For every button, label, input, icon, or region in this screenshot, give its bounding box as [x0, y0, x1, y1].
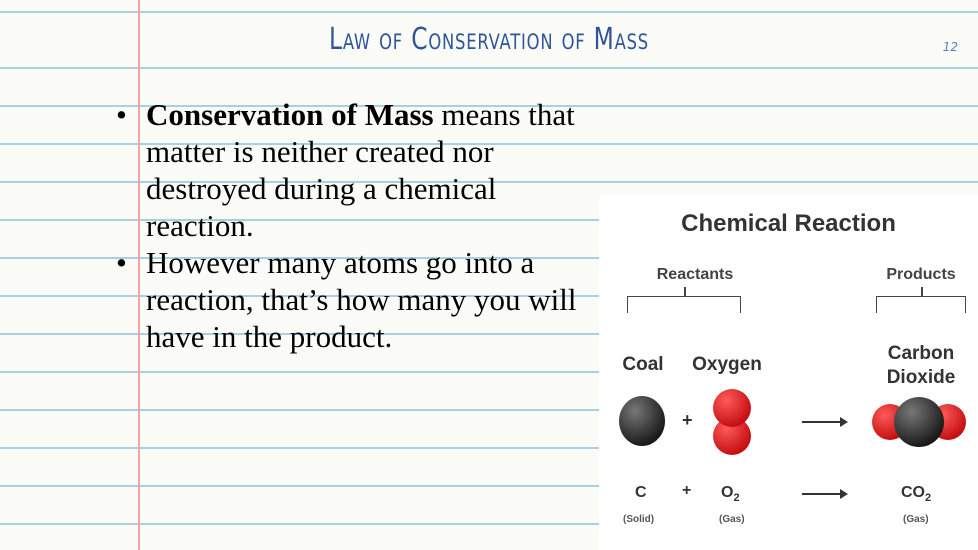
bullet-text: means that matter is neither created nor destroyed during a chemical reaction.: [146, 97, 575, 243]
carbon-dioxide-formula: $CO_2$: [901, 484, 932, 505]
oxygen-formula: $O_2$: [721, 484, 740, 505]
oxygen-molecule-icon: [711, 386, 753, 460]
oxygen-state: (Gas): [719, 514, 745, 525]
diagram-title: Chemical Reaction: [681, 210, 896, 237]
plus-sign: +: [682, 410, 693, 430]
coal-state: (Solid): [623, 514, 655, 525]
reactants-bracket: [627, 296, 741, 313]
carbon-dioxide-label: Carbon Dioxide: [886, 343, 956, 388]
products-bracket: [876, 296, 966, 313]
carbon-dioxide-molecule-icon: [871, 394, 967, 450]
oxygen-label: Oxygen: [692, 354, 762, 375]
chemical-reaction-diagram: [599, 196, 978, 550]
reaction-arrow-icon: [802, 421, 846, 423]
bullet-item: [110, 96, 610, 244]
carbon-atom-icon: [617, 394, 667, 448]
bullet-bold-text: Conservation of Mass: [146, 97, 434, 132]
coal-label: Coal: [622, 354, 664, 375]
formula-arrow-icon: [802, 493, 846, 495]
bullet-list: [110, 96, 610, 355]
slide-title: Law of Conservation of Mass: [329, 22, 649, 57]
slide-number: 12: [942, 40, 958, 54]
coal-formula: C: [635, 484, 647, 501]
reactants-label: Reactants: [656, 266, 734, 283]
bullet-item: [110, 244, 610, 355]
formula-plus-sign: +: [682, 482, 692, 499]
bullet-text: However many atoms go into a reaction, that’s how many you will have in the product.: [146, 245, 577, 354]
carbon-dioxide-state: (Gas): [903, 514, 929, 525]
products-label: Products: [886, 266, 956, 283]
